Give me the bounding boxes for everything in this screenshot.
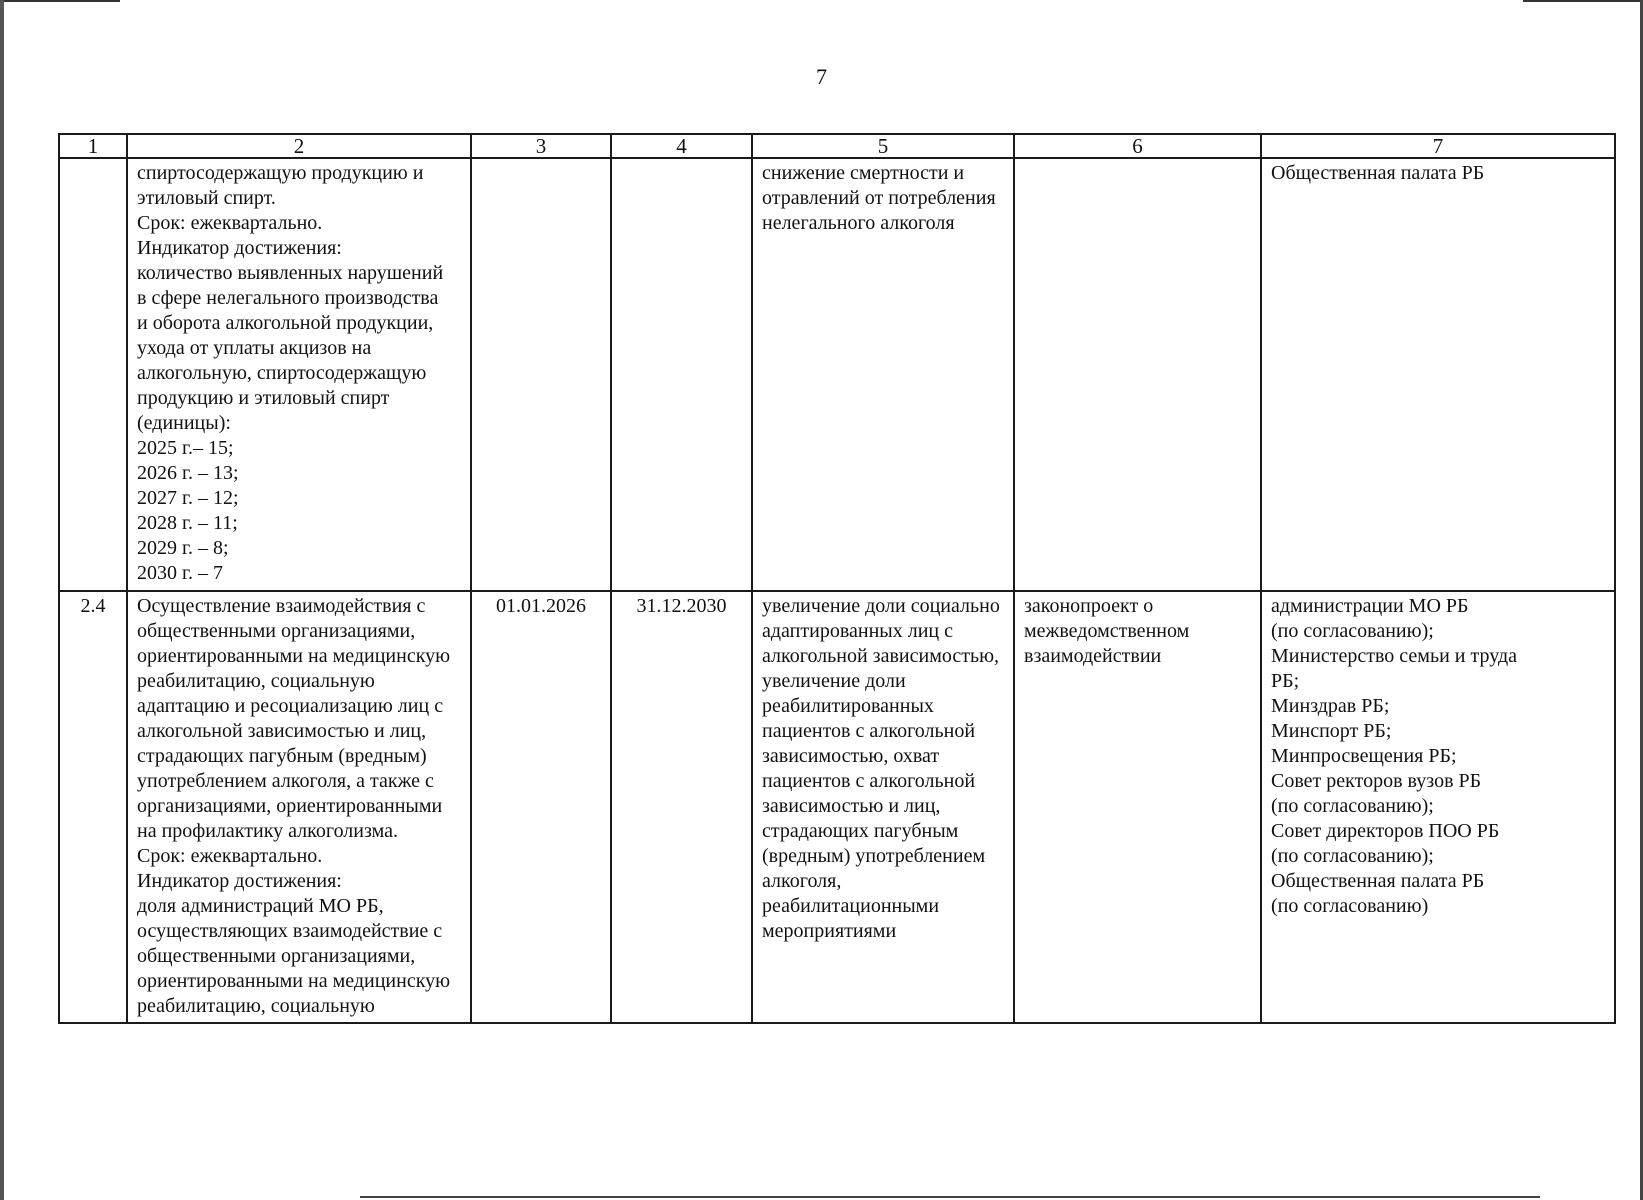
column-header: 1	[59, 134, 127, 158]
column-header: 6	[1014, 134, 1261, 158]
column-header: 3	[471, 134, 611, 158]
scan-edge	[0, 0, 120, 2]
start-date	[471, 158, 611, 591]
expected-result: снижение смертности и отравлений от потребления нелегального алкоголя	[752, 158, 1014, 591]
row-number	[59, 158, 127, 591]
row-number: 2.4	[59, 591, 127, 1023]
scan-edge	[1523, 0, 1643, 2]
end-date: 31.12.2030	[611, 591, 752, 1023]
end-date	[611, 158, 752, 591]
column-header: 7	[1261, 134, 1615, 158]
scan-edge	[360, 1196, 1540, 1198]
column-header-row	[59, 134, 1615, 158]
expected-result: увеличение доли социально адаптированных лиц с алкогольной зависимостью, увеличение доли реабилитированных пациентов с алкогольной зависимостью, охват пациентов с алкогольной зависимостью и лиц, страдающих пагубным (вредным) употреблением алкоголя, реабилитационными мероприятиями	[752, 591, 1014, 1023]
table-row	[59, 591, 1615, 1023]
executors: Общественная палата РБ	[1261, 158, 1615, 591]
column-header: 2	[127, 134, 471, 158]
column-header: 5	[752, 134, 1014, 158]
document-type: законопроект о межведомственном взаимодействии	[1014, 591, 1261, 1023]
executors: администрации МО РБ (по согласованию); Министерство семьи и труда РБ; Минздрав РБ; Минспорт РБ; Минпросвещения РБ; Совет ректоров вузов РБ (по согласованию); Совет директоров ПОО РБ (по согласованию); Общественная палата РБ (по согласованию)	[1261, 591, 1615, 1023]
measure-description: Осуществление взаимодействия с общественными организациями, ориентированными на медицинскую реабилитацию, социальную адаптацию и ресоциализацию лиц с алкогольной зависимостью и лиц, страдающих пагубным (вредным) употреблением алкоголя, а также с организациями, ориентированными на профилактику алкоголизма. Срок: ежеквартально. Индикатор достижения: доля администраций МО РБ, осуществляющих взаимодействие с общественными организациями, ориентированными на медицинскую реабилитацию, социальную	[127, 591, 471, 1023]
document-type	[1014, 158, 1261, 591]
measure-description: спиртосодержащую продукцию и этиловый спирт. Срок: ежеквартально. Индикатор достижения: количество выявленных нарушений в сфере нелегального производства и оборота алкогольной продукции, ухода от уплаты акцизов на алкогольную, спиртосодержащую продукцию и этиловый спирт (единицы): 2025 г.– 15; 2026 г. – 13; 2027 г. – 12; 2028 г. – 11; 2029 г. – 8; 2030 г. – 7	[127, 158, 471, 591]
table-row	[59, 158, 1615, 591]
start-date: 01.01.2026	[471, 591, 611, 1023]
plan-table	[58, 133, 1616, 1024]
page-number: 7	[816, 64, 827, 89]
scan-edge	[0, 0, 4, 1200]
column-header: 4	[611, 134, 752, 158]
